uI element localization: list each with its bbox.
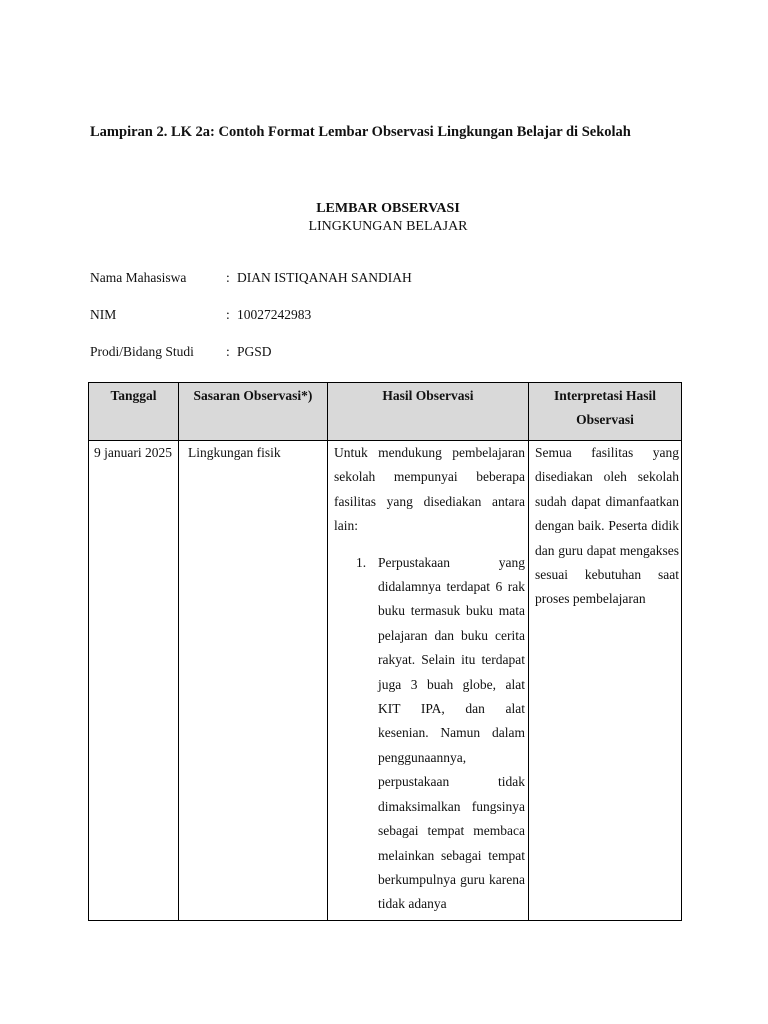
cell-target: Lingkungan fisik	[179, 441, 328, 921]
header-interpretation: Interpretasi Hasil Observasi	[529, 383, 682, 441]
info-value-prodi: PGSD	[237, 344, 272, 359]
result-list	[334, 551, 525, 911]
info-value-nim: 10027242983	[237, 307, 312, 322]
header-result: Hasil Observasi	[328, 383, 529, 441]
info-label-prodi: Prodi/Bidang Studi	[90, 344, 194, 359]
attachment-title: Lampiran 2. LK 2a: Contoh Format Lembar Observasi Lingkungan Belajar di Sekolah	[90, 124, 631, 140]
cell-interpretation: Semua fasilitas yang disediakan oleh sekolah sudah dapat dimanfaatkan dengan baik. Peserta didik dan guru dapat mengakses sesuai kebutuhan saat proses pembelajaran	[529, 441, 682, 921]
list-item-text: Perpustakaan yang didalamnya terdapat 6 rak buku termasuk buku mata pelajaran dan buku cerita rakyat. Selain itu terdapat juga 3 buah globe, alat KIT IPA, dan alat kesenian. Namun dalam penggunaannya, perpustakaan tidak dimaksimalkan fungsinya sebagai tempat membaca melainkan sebagai tempat berkumpulnya guru karena tidak adanya	[378, 554, 525, 911]
header-date: Tanggal	[89, 383, 179, 441]
info-value-name: DIAN ISTIQANAH SANDIAH	[237, 270, 412, 285]
info-separator-name: :	[226, 270, 230, 285]
sheet-subtitle: LINGKUNGAN BELAJAR	[308, 219, 468, 234]
sheet-title: LEMBAR OBSERVASI	[316, 201, 460, 216]
info-label-name: Nama Mahasiswa	[90, 270, 187, 285]
cell-result	[328, 441, 529, 921]
table-row	[89, 441, 682, 921]
result-intro: Untuk mendukung pembelajaran sekolah mempunyai beberapa fasilitas yang disediakan antara lain:	[334, 445, 525, 534]
observation-table-header	[89, 383, 682, 441]
info-label-nim: NIM	[90, 307, 117, 322]
info-separator-nim: :	[226, 307, 230, 322]
result-content	[334, 441, 525, 911]
list-item	[334, 551, 525, 911]
header-target: Sasaran Observasi*)	[179, 383, 328, 441]
list-item-marker: 1.	[356, 554, 367, 570]
cell-date: 9 januari 2025	[89, 441, 179, 921]
info-separator-prodi: :	[226, 344, 230, 359]
observation-table	[88, 382, 682, 921]
header-row	[89, 383, 682, 441]
